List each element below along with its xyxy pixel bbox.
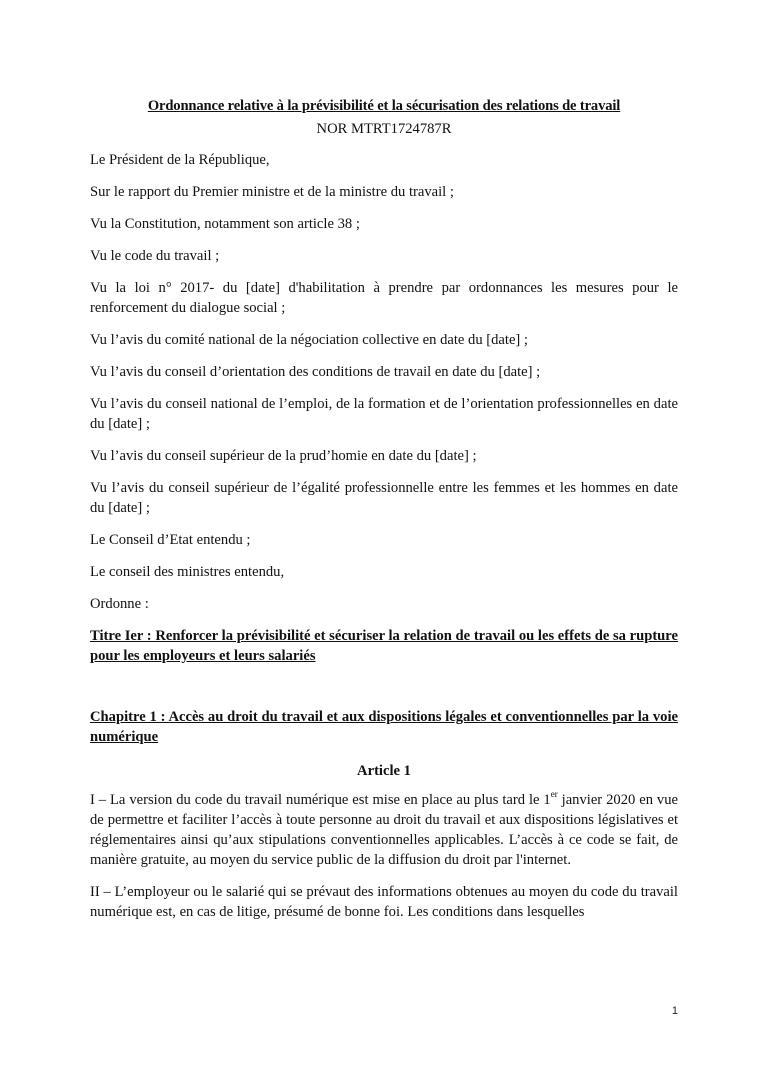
preamble-ordonne: Ordonne : xyxy=(90,596,149,612)
titre-heading: Titre Ier : Renforcer la prévisibilité et sécuriser la relation de travail ou les effets de sa rupture pour les employeurs et leurs salariés xyxy=(90,628,678,664)
article-paragraph-1-start: I – La version du code du travail numérique est mise en place au plus tard le 1 xyxy=(90,792,551,808)
page-number: 1 xyxy=(671,1005,678,1017)
preamble-president: Le Président de la République, xyxy=(90,152,270,168)
article-paragraph-1 xyxy=(90,790,678,870)
preamble-conseil-etat: Le Conseil d’Etat entendu ; xyxy=(90,532,251,548)
preamble-avis-negociation: Vu l’avis du comité national de la négociation collective en date du [date] ; xyxy=(90,332,528,348)
preamble-loi-habilitation: Vu la loi n° 2017- du [date] d'habilitation à prendre par ordonnances les mesures pour le renforcement du dialogue social ; xyxy=(90,280,678,316)
preamble-code-travail: Vu le code du travail ; xyxy=(90,248,220,264)
article-heading: Article 1 xyxy=(357,763,411,779)
document-page xyxy=(90,96,678,922)
preamble-avis-conditions: Vu l’avis du conseil d’orientation des conditions de travail en date du [date] ; xyxy=(90,364,541,380)
chapitre-heading: Chapitre 1 : Accès au droit du travail et aux dispositions légales et conventionnelles par la voie numérique xyxy=(90,709,678,745)
preamble-constitution: Vu la Constitution, notamment son article 38 ; xyxy=(90,216,360,232)
preamble-conseil-ministres: Le conseil des ministres entendu, xyxy=(90,564,285,580)
document-title: Ordonnance relative à la prévisibilité et la sécurisation des relations de travail xyxy=(147,98,621,114)
preamble-avis-emploi: Vu l’avis du conseil national de l’emploi, de la formation et de l’orientation professionnelles en date du [date] ; xyxy=(90,396,678,432)
ordinal-superscript: er xyxy=(550,789,558,800)
preamble-avis-prudhomie: Vu l’avis du conseil supérieur de la prud’homie en date du [date] ; xyxy=(90,448,477,464)
article-paragraph-1-end: janvier 2020 en vue de permettre et faciliter l’accès à toute personne au droit du travail et aux dispositions législatives et réglementaires ainsi qu’aux stipulations conventionnelles applicables. L’accès à ce code se fait, de manière gratuite, au moyen du service public de la diffusion du droit par l'internet. xyxy=(90,792,678,868)
preamble-avis-egalite: Vu l’avis du conseil supérieur de l’égalité professionnelle entre les femmes et les hommes en date du [date] ; xyxy=(90,480,678,516)
nor-reference: NOR MTRT1724787R xyxy=(316,121,452,137)
article-paragraph-2: II – L’employeur ou le salarié qui se prévaut des informations obtenues au moyen du code du travail numérique est, en cas de litige, présumé de bonne foi. Les conditions dans lesquelles xyxy=(90,884,678,920)
preamble-rapport: Sur le rapport du Premier ministre et de la ministre du travail ; xyxy=(90,184,454,200)
